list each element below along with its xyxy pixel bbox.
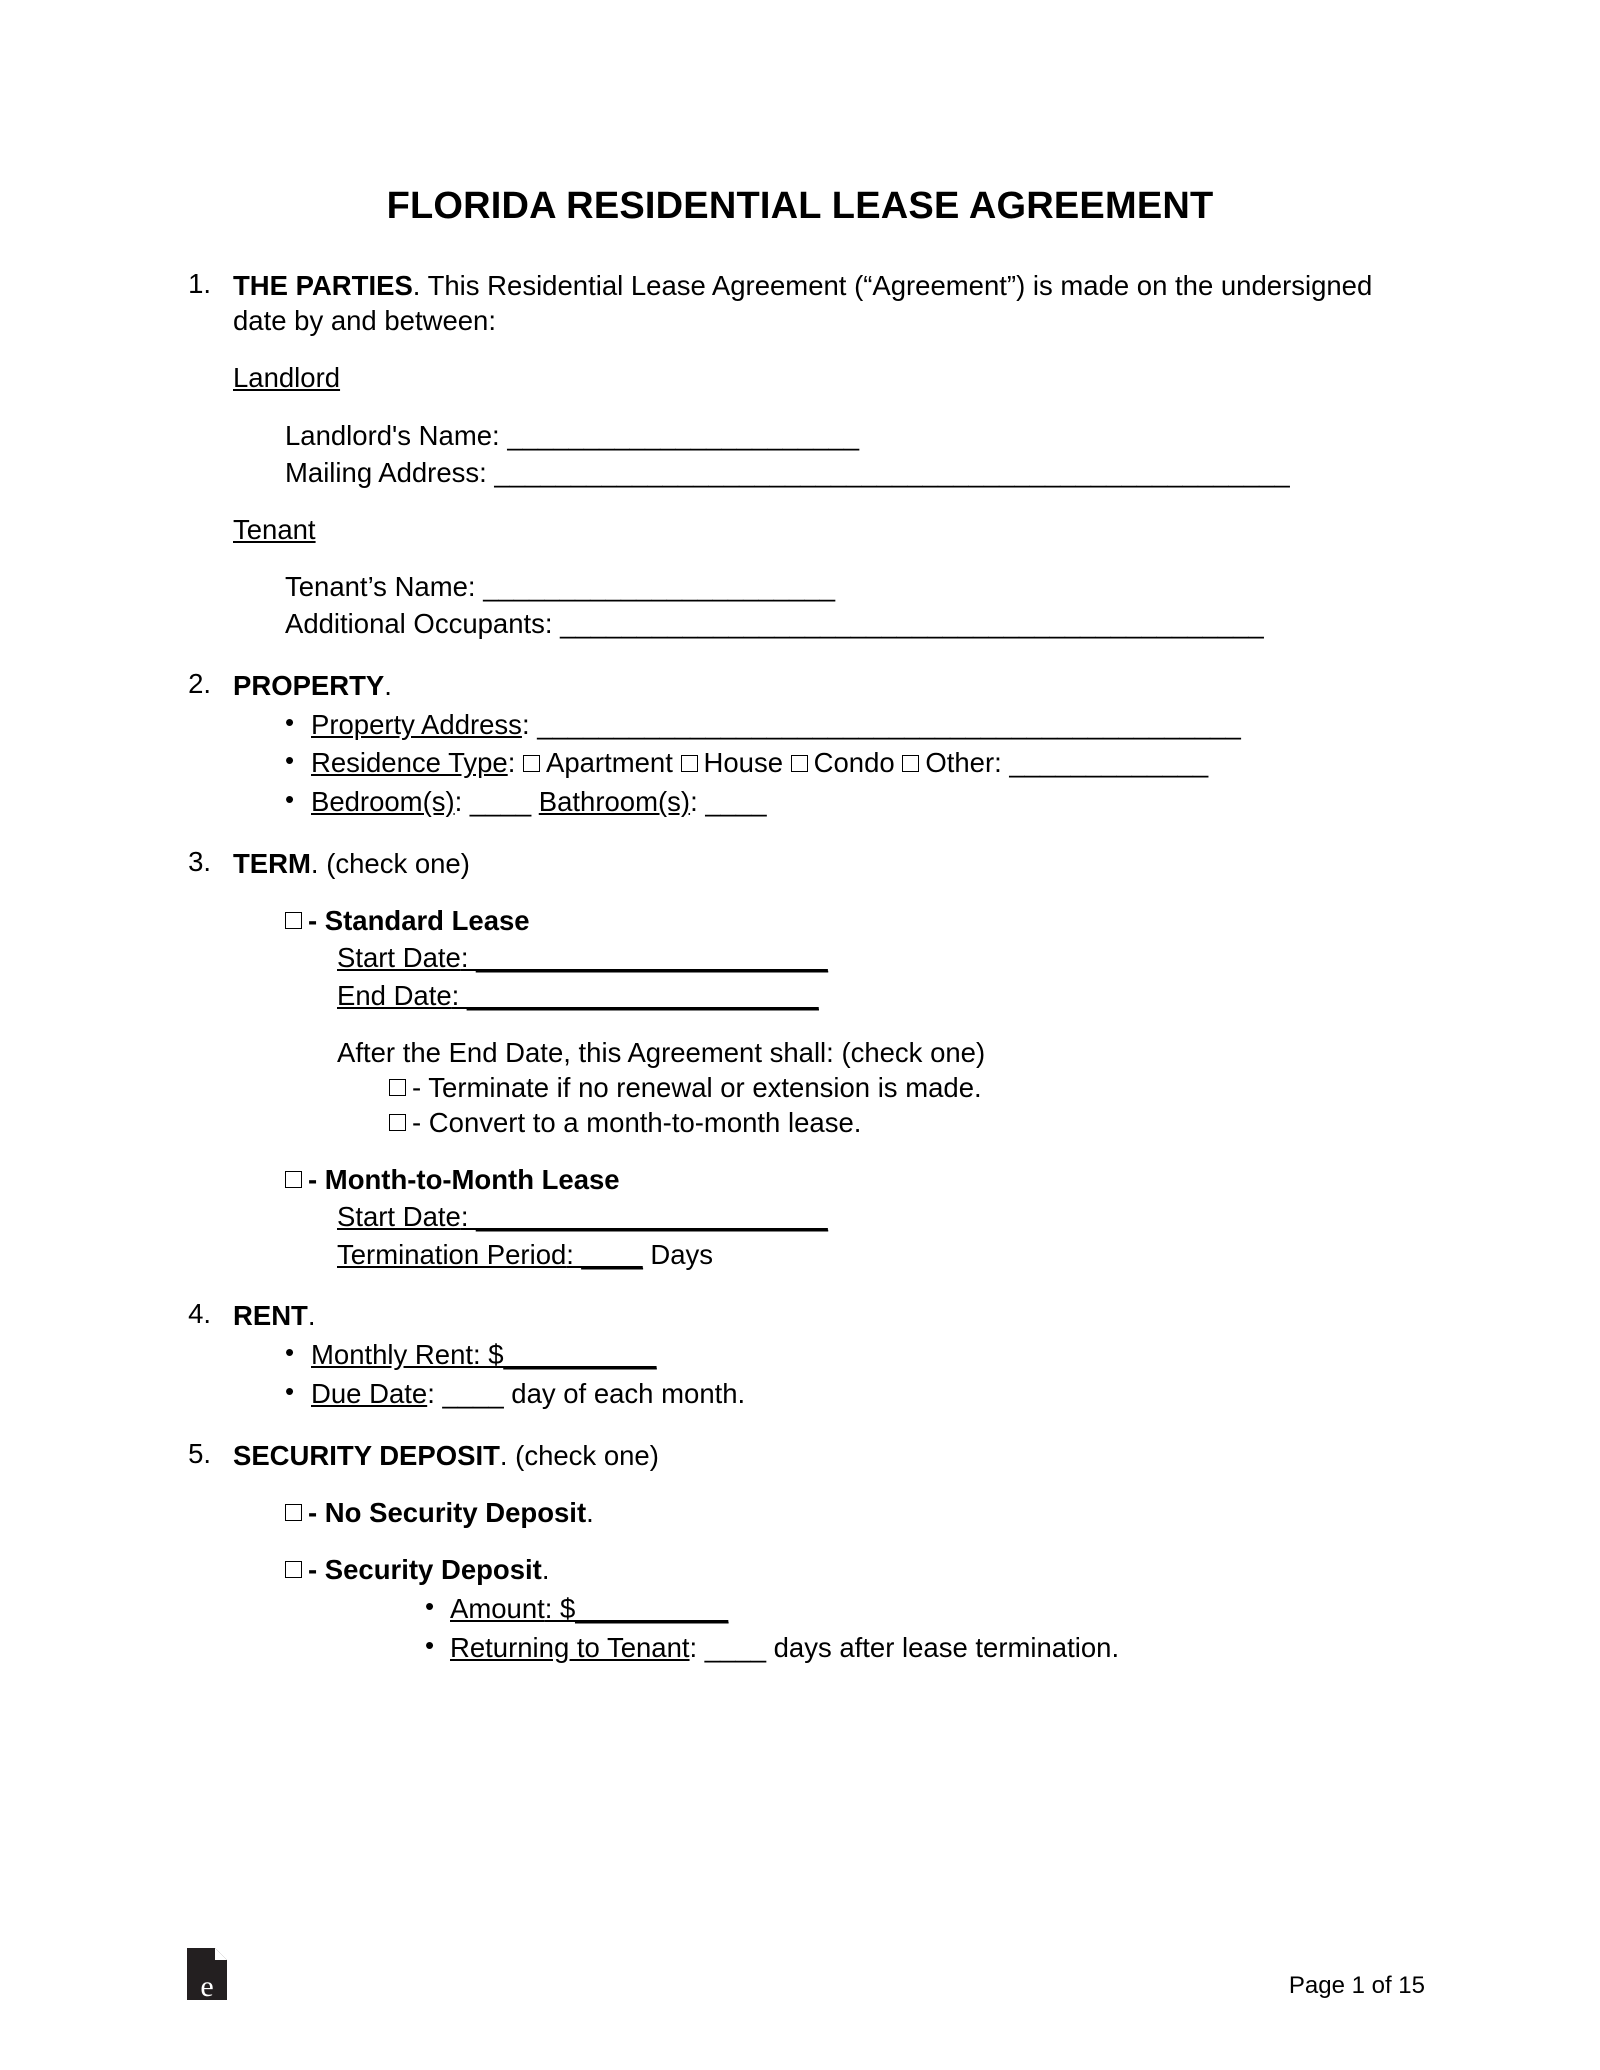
section-rent xyxy=(175,1298,1425,1412)
section-property xyxy=(175,668,1425,820)
due-date-label: Due Date xyxy=(311,1377,428,1409)
landlord-fields xyxy=(285,418,1425,490)
after-end-date-block xyxy=(337,1035,1425,1141)
tenant-name-label: Tenant’s Name: xyxy=(285,571,476,603)
other-residence-input[interactable]: _____________ xyxy=(1009,747,1209,779)
landlord-name-label: Landlord's Name: xyxy=(285,419,500,451)
termination-period-label: Termination Period xyxy=(337,1238,567,1270)
after-end-option-1-row xyxy=(389,1070,1425,1105)
tenant-name-input[interactable]: _______________________ xyxy=(483,571,835,603)
list-item-returning-to-tenant xyxy=(285,1630,1425,1666)
returning-to-tenant-label: Returning to Tenant xyxy=(450,1631,690,1663)
option-condo-label: Condo xyxy=(813,747,895,779)
section-heading-suffix: . xyxy=(307,1299,316,1331)
rent-list xyxy=(233,1337,1425,1412)
page-footer xyxy=(175,1940,1425,2000)
section-heading: THE PARTIES xyxy=(233,270,413,301)
security-deposit-label: - Security Deposit xyxy=(308,1553,542,1585)
checkbox-security-deposit[interactable] xyxy=(285,1561,302,1578)
standard-lease-dates xyxy=(337,940,1425,1012)
month-to-month-fields xyxy=(337,1199,1425,1271)
section-number: 4. xyxy=(188,1297,211,1329)
list-item-bedrooms-bathrooms xyxy=(233,784,1425,820)
returning-to-tenant-input[interactable]: : ____ days after lease termination. xyxy=(689,1631,1120,1663)
section-heading-suffix: . (check one) xyxy=(499,1439,659,1471)
checkbox-other[interactable] xyxy=(902,755,919,772)
section-heading: PROPERTY xyxy=(233,669,385,701)
list-item-property-address xyxy=(233,707,1425,743)
mtm-start-date-label: Start Date xyxy=(337,1201,461,1233)
standard-lease-label: - Standard Lease xyxy=(308,905,530,937)
standard-lease-option xyxy=(285,903,1425,1140)
termination-period-input[interactable]: : ____ xyxy=(566,1238,643,1270)
bedrooms-input[interactable]: : ____ xyxy=(454,786,532,818)
no-security-deposit-suffix: . xyxy=(586,1496,594,1528)
tenant-fields xyxy=(285,569,1425,641)
section-number: 5. xyxy=(188,1437,211,1469)
section-heading: SECURITY DEPOSIT xyxy=(233,1439,500,1471)
additional-occupants-label: Additional Occupants: xyxy=(285,608,553,640)
section-heading: RENT xyxy=(233,1299,308,1331)
deposit-amount-label: Amount xyxy=(450,1593,545,1625)
after-end-option-2-row xyxy=(389,1105,1425,1140)
property-list xyxy=(233,707,1425,820)
section-heading-suffix: . xyxy=(384,669,392,701)
checkbox-condo[interactable] xyxy=(791,755,808,772)
list-item-residence-type xyxy=(233,745,1425,781)
bedrooms-label: Bedroom(s) xyxy=(311,786,455,818)
section-security-deposit xyxy=(175,1438,1425,1666)
security-deposit-option xyxy=(285,1552,1425,1666)
landlord-address-input[interactable]: ____________________________________________________ xyxy=(494,456,1290,488)
section-number: 3. xyxy=(188,845,211,877)
security-deposit-list xyxy=(285,1591,1425,1666)
after-end-option-2-label: - Convert to a month-to-month lease. xyxy=(412,1107,862,1139)
parties-intro-text: . This Residential Lease Agreement (“Agreement”) is made on the undersigned date by and between: xyxy=(233,270,1373,337)
standard-start-date-label: Start Date xyxy=(337,942,461,974)
residence-type-label: Residence Type xyxy=(311,747,508,779)
term-heading-row xyxy=(233,846,1425,881)
security-deposit-suffix: . xyxy=(541,1553,550,1585)
section-number: 2. xyxy=(188,667,211,699)
security-deposit-heading-row xyxy=(233,1438,1425,1473)
month-to-month-label: - Month-to-Month Lease xyxy=(308,1164,620,1196)
page-title: FLORIDA RESIDENTIAL LEASE AGREEMENT xyxy=(386,185,1214,227)
checkbox-house[interactable] xyxy=(681,755,698,772)
section-term xyxy=(175,846,1425,1272)
no-security-deposit-label: - No Security Deposit xyxy=(308,1496,587,1528)
after-end-date-text: After the End Date, this Agreement shall: (check one) xyxy=(337,1036,986,1068)
no-security-deposit-option xyxy=(285,1495,1425,1530)
standard-start-date-input[interactable]: : _______________________ xyxy=(460,942,828,974)
standard-end-date-input[interactable]: : _______________________ xyxy=(451,979,819,1011)
property-address-label: Property Address xyxy=(311,708,522,740)
rent-heading-row xyxy=(233,1298,1425,1333)
section-number: 1. xyxy=(188,268,211,299)
landlord-name-input[interactable]: _______________________ xyxy=(507,419,860,451)
list-item-monthly-rent xyxy=(233,1337,1425,1373)
section-heading: TERM xyxy=(233,847,311,879)
standard-end-date-label: End Date xyxy=(337,979,452,1011)
due-date-input[interactable]: : ____ day of each month. xyxy=(427,1377,746,1409)
tenant-subheading: Tenant xyxy=(233,513,316,545)
section-the-parties xyxy=(175,268,1425,642)
bathrooms-label: Bathroom(s) xyxy=(538,786,691,818)
checkbox-apartment[interactable] xyxy=(523,755,540,772)
option-apartment-label: Apartment xyxy=(545,747,673,779)
list-item-deposit-amount xyxy=(285,1591,1425,1627)
after-end-option-1-label: - Terminate if no renewal or extension is made. xyxy=(412,1071,982,1103)
monthly-rent-label: Monthly Rent xyxy=(311,1339,474,1370)
option-other-label: Other: xyxy=(925,747,1002,779)
property-address-input[interactable]: : ______________________________________________ xyxy=(521,708,1241,740)
checkbox-month-to-month-lease[interactable] xyxy=(285,1171,302,1188)
section-heading-suffix: . (check one) xyxy=(310,847,470,879)
mtm-start-date-input[interactable]: : _______________________ xyxy=(460,1201,828,1233)
bathrooms-input[interactable]: : ____ xyxy=(690,786,767,818)
property-heading-row xyxy=(233,668,1425,703)
landlord-address-label: Mailing Address: xyxy=(285,456,487,488)
additional-occupants-input[interactable]: ______________________________________________ xyxy=(560,608,1264,640)
option-house-label: House xyxy=(703,747,783,779)
termination-period-unit: Days xyxy=(650,1238,714,1270)
svg-text:e: e xyxy=(200,1970,214,2002)
checkbox-convert-month-to-month[interactable] xyxy=(389,1114,406,1131)
checkbox-no-security-deposit[interactable] xyxy=(285,1504,302,1521)
checkbox-terminate-no-renewal[interactable] xyxy=(389,1079,406,1096)
deposit-amount-input[interactable]: : $__________ xyxy=(544,1593,729,1625)
landlord-subheading: Landlord xyxy=(233,362,341,394)
eforms-logo-icon xyxy=(185,1946,229,2002)
page-number: Page 1 of 15 xyxy=(1288,1972,1425,1999)
month-to-month-option xyxy=(285,1162,1425,1272)
checkbox-standard-lease[interactable] xyxy=(285,912,302,929)
monthly-rent-input[interactable]: : $__________ xyxy=(473,1339,657,1370)
residence-type-colon: : xyxy=(507,747,516,779)
parties-intro xyxy=(233,268,1425,338)
list-item-due-date xyxy=(233,1376,1425,1412)
